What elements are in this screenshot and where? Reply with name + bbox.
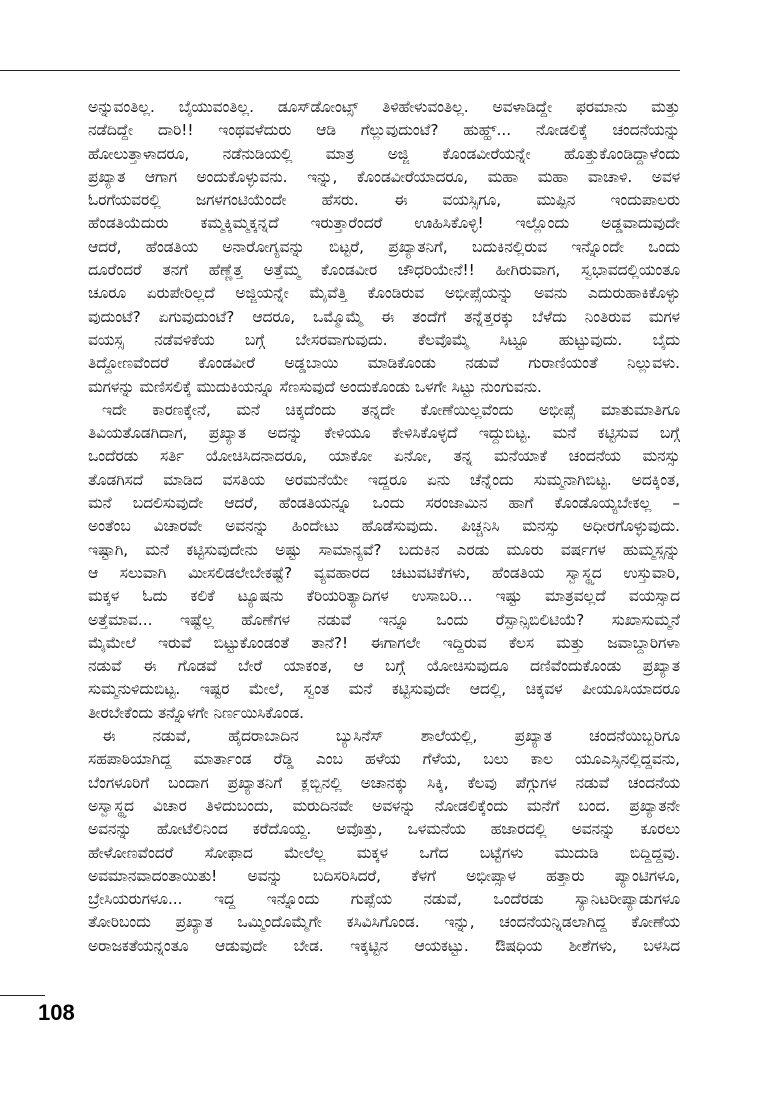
text-line: ಅನ್ನುವಂತಿಲ್ಲ. ಬೈಯುವಂತಿಲ್ಲ. ಡೂಸ್‌ಡೋಂಟ್ಸ್ ತಿಳಿಹೇಳುವಂತಿಲ್ಲ. ಅವಳಾಡಿದ್ದೇ ಫರಮಾನು ಮತ್ತು	[88, 98, 680, 116]
text-line: ಮಗಳನ್ನು ಮಣಿಸಲಿಕ್ಕೆ ಮುದುಕಿಯನ್ನೂ ಸೆಣಸುವುದೆ ಅಂದುಕೊಂಡು ಒಳಗೇ ಸಿಟ್ಟು ನುಂಗುವನು.	[88, 377, 542, 396]
text-line: ಹೆಂಡತಿಯೆದುರು ಕಮ್ಮಕ್ಕಿಮ್ಮಕ್ಕನ್ನದೆ ಇರುತ್ತಾರೆಂದರೆ ಊಹಿಸಿಕೊಳ್ಳಿ! ಇಲ್ಲೊಂದು ಅಡ್ಡವಾದುವುದೇ	[88, 214, 680, 233]
text-line: ಹೋಲುತ್ತಾಳಾದರೂ, ನಡೆನುಡಿಯಲ್ಲಿ ಮಾತ್ರ ಅಜ್ಜಿ ಕೊಂಡವೀರೆಯನ್ನೇ ಹೊತ್ತುಕೊಂಡಿದ್ದಾಳೆಂದು	[88, 144, 680, 163]
text-line: ಆದರೆ, ಹೆಂಡತಿಯ ಅನಾರೋಗ್ಯವನ್ನು ಬಿಟ್ಟರೆ, ಪ್ರಖ್ಯಾತನಿಗೆ, ಬದುಕಿನಲ್ಲಿರುವ ಇನ್ನೊಂದೇ ಒಂದು	[88, 237, 680, 256]
text-line: ಅವನನ್ನು ಹೋಟೆಲಿನಿಂದ ಕರೆದೊಯ್ದ. ಅವೊತ್ತು, ಒಳಮನೆಯ ಹಜಾರದಲ್ಲಿ ಅವನನ್ನು ಕೂರಲು	[88, 820, 680, 839]
page-number: 108	[38, 1000, 75, 1025]
text-line: ಒಂದೆರಡು ಸರ್ತಿ ಯೋಚಿಸಿದನಾದರೂ, ಯಾಕೋ ಏನೋ, ತನ್ನ ಮನೆಯಾಕೆ ಚಂದನೆಯ ಮನಸ್ಸು	[88, 447, 680, 466]
text-line: ಹೇಳೋಣವೆಂದರೆ ಸೋಫಾದ ಮೇಲೆಲ್ಲ ಮಕ್ಕಳ ಒಗೆದ ಬಟ್ಟೆಗಳು ಮುದುಡಿ ಬಿದ್ದಿದ್ದವು.	[88, 843, 680, 862]
text-line: ಆ ಸಲುವಾಗಿ ಮೀಸಲಿಡಲೇಬೇಕಷ್ಟೆ? ವ್ಯವಹಾರದ ಚಟುವಟಿಕೆಗಳು, ಹೆಂಡತಿಯ ಸ್ವಾಸ್ಥ್ಯದ ಉಸ್ತುವಾರಿ,	[88, 563, 680, 582]
text-line: ಓರಗೆಯವರಲ್ಲಿ ಜಗಳಗಂಟಿಯೆಂದೇ ಹೆಸರು. ಈ ವಯಸ್ಸಿಗೂ, ಮುಪ್ಪಿನ ಇಂದುಪಾಲರು	[88, 191, 680, 210]
text-line: ನಡುವೆ ಈ ಗೊಡವೆ ಬೇರೆ ಯಾಕಂತ, ಆ ಬಗ್ಗೆ ಯೋಚಿಸುವುದೂ ದಣಿವೆಂದುಕೊಂಡು ಪ್ರಖ್ಯಾತ	[88, 657, 680, 676]
text-line: ಪ್ರಖ್ಯಾತ ಆಗಾಗ ಅಂದುಕೊಳ್ಳುವನು. ಇನ್ನು, ಕೊಂಡವೀರೆಯಾದರೂ, ಮಹಾ ಮಹಾ ವಾಚಾಳಿ. ಅವಳ	[88, 167, 680, 186]
text-line: ಮಕ್ಕಳ ಓದು ಕಲಿಕೆ ಟ್ಯೂಷನು ಕೆರಿಯರಿತ್ಯಾದಿಗಳ ಉಸಾಬರಿ... ಇಷ್ಟು ಮಾತ್ರವಲ್ಲದೆ ವಯಸ್ಸಾದ	[88, 587, 680, 606]
text-line: ಅಂತೆಂಬ ವಿಚಾರವೇ ಅವನನ್ನು ಹಿಂದೇಟು ಹೊಡೆಸುವುದು. ಪಿಚ್ಚನಿಸಿ ಮನಸ್ಸು ಅಧೀರಗೊಳ್ಳುವುದು.	[88, 517, 680, 536]
text-line: ಬೆಂಗಳೂರಿಗೆ ಬಂದಾಗ ಪ್ರಖ್ಯಾತನಿಗೆ ಕ್ಲಬ್ಬಿನಲ್ಲಿ ಅಚಾನಕ್ಕು ಸಿಕ್ಕಿ, ಕೆಲವು ಪೆಗ್ಗುಗಳ ನಡುವೆ ಚಂದನೆಯ	[88, 773, 680, 792]
paragraph-start-line: ಈ ನಡುವೆ, ಹೈದರಾಬಾದಿನ ಬ್ಯುಸಿನೆಸ್ ಶಾಲೆಯಲ್ಲಿ, ಪ್ರಖ್ಯಾತ ಚಂದನೆಯಿಬ್ಬರಿಗೂ	[102, 727, 680, 746]
text-line: ಬ್ರೇಸಿಯರುಗಳೂ... ಇದ್ದ ಇನ್ನೊಂದು ಗುಪ್ಪೆಯ ನಡುವೆ, ಒಂದೆರಡು ಸ್ಯಾನಿಟರೀಪ್ಯಾಡುಗಳೂ	[88, 890, 680, 909]
text-line: ತೀರಬೇಕೆಂದು ತನ್ನೊಳಗೇ ನಿರ್ಣಯಿಸಿಕೊಂಡ.	[88, 703, 304, 722]
text-line: ಅರಾಜಕತೆಯನ್ನಂತೂ ಆಡುವುದೇ ಬೇಡ. ಇಕ್ಕಟ್ಟಿನ ಆಯಕಟ್ಟು. ಔಷಧಿಯ ಶೀಶೆಗಳು, ಬಳಸಿದ	[88, 936, 680, 955]
text-line: ವುದುಂಟೆ? ಏಗುವುದುಂಟೆ? ಆದರೂ, ಒಮ್ಮೊಮ್ಮೆ ಈ ತಂದೆಗೆ ತನ್ನೆತ್ತರಕ್ಕು ಬೆಳೆದು ನಿಂತಿರುವ ಮಗಳ	[88, 307, 680, 326]
text-line: ಇಷ್ಟಾಗಿ, ಮನೆ ಕಟ್ಟಿಸುವುದೇನು ಅಷ್ಟು ಸಾಮಾನ್ಯವೆ? ಬದುಕಿನ ಎರಡು ಮೂರು ವರ್ಷಗಳ ಹುಮ್ಮಸ್ಸನ್ನು	[88, 540, 680, 559]
text-line: ತೋರಿಬಂದು ಪ್ರಖ್ಯಾತ ಒಮ್ಮಿಂದೊಮ್ಮೆಗೇ ಕಸಿವಿಸಿಗೊಂಡ. ಇನ್ನು, ಚಂದನೆಯನ್ನಿಡಲಾಗಿದ್ದ ಕೋಣೆಯ	[88, 913, 680, 932]
text-line: ತೊಡಗಿಸದೆ ಮಾಡಿದ ವಸತಿಯ ಅರಮನೆಯೇ ಇದ್ದರೂ ಏನು ಚೆನ್ನೆಂದು ಸುಮ್ಮನಾಗಿಬಿಟ್ಟ. ಅದಕ್ಕಿಂತ,	[88, 470, 680, 489]
text-line: ಅಸ್ವಾಸ್ಥ್ಯದ ವಿಚಾರ ತಿಳಿದುಬಂದು, ಮರುದಿನವೇ ಅವಳನ್ನು ನೋಡಲಿಕ್ಕೆಂದು ಮನೆಗೆ ಬಂದ. ಪ್ರಖ್ಯಾತನೇ	[88, 796, 680, 815]
text-line: ವಯಸ್ಸ ನಡೆವಳಿಕೆಯ ಬಗ್ಗೆ ಬೇಸರವಾಗುವುದು. ಕೆಲವೊಮ್ಮೆ ಸಿಟ್ಟೂ ಹುಟ್ಟುವುದು. ಬೈದು	[88, 330, 680, 349]
text-line: ಸುಮ್ಮನುಳಿದುಬಿಟ್ಟ. ಇಷ್ಟರ ಮೇಲೆ, ಸ್ವಂತ ಮನೆ ಕಟ್ಟಿಸುವುದೇ ಆದಲ್ಲಿ, ಚಿಕ್ಕವಳ ಪೀಯೂಸಿಯಾದರೂ	[88, 680, 680, 699]
top-rule	[0, 70, 680, 71]
text-line: ಮೈಮೇಲೆ ಇರುವೆ ಬಿಟ್ಟುಕೊಂಡಂತೆ ತಾನೆ?! ಈಗಾಗಲೇ ಇದ್ದಿರುವ ಕೆಲಸ ಮತ್ತು ಜವಾಬ್ದಾರಿಗಳಾ	[88, 633, 680, 652]
text-line: ಸಹಪಾಠಿಯಾಗಿದ್ದ ಮಾರ್ತಾಂಡ ರೆಡ್ಡಿ ಎಂಬ ಹಳೆಯ ಗೆಳೆಯ, ಬಲು ಕಾಲ ಯೂಎಸ್ಸಿನಲ್ಲಿದ್ದವನು,	[88, 750, 680, 769]
text-line: ಅವಮಾನವಾದಂತಾಯಿತು! ಅವನ್ನು ಬದಿಸರಿಸಿದರೆ, ಕೆಳಗೆ ಅಭೀಪ್ಸಾಳ ಹತ್ತಾರು ಪ್ಯಾಂಟಿಗಳೂ,	[88, 866, 680, 885]
text-line: ಮನೆ ಬದಲಿಸುವುದೇ ಆದರೆ, ಹೆಂಡತಿಯನ್ನೂ ಒಂದು ಸರಂಜಾಮಿನ ಹಾಗೆ ಕೊಂಡೊಯ್ಯಬೇಕಲ್ಲ –	[88, 494, 680, 513]
text-line: ಚೂರೂ ಏರುಪೇರಿಲ್ಲದೆ ಅಜ್ಜಿಯನ್ನೇ ಮೈವೆತ್ತಿ ಕೊಂಡಿರುವ ಅಭೀಪ್ಸೆಯನ್ನು ಅವನು ಎದುರುಹಾಕಿಕೊಳ್ಳು	[88, 284, 680, 303]
text-line: ನಡೆದಿದ್ದೇ ದಾರಿ!! ಇಂಥವಳೆದುರು ಆಡಿ ಗೆಲ್ಲುವುದುಂಟೆ? ಹುಹ್ಹ್... ನೋಡಲಿಕ್ಕೆ ಚಂದನೆಯನ್ನು	[88, 121, 680, 140]
body-text	[88, 96, 680, 958]
text-line: ಅತ್ತೆಮಾವ... ಇಷ್ಟೆಲ್ಲ ಹೊಣೆಗಳ ನಡುವೆ ಇನ್ನೂ ಒಂದು ರೆಸ್ಪಾನ್ಸಿಬಿಲಿಟಿಯೆ? ಸುಖಾಸುಮ್ಮನೆ	[88, 610, 680, 629]
text-line: ದೂರೆಂದರೆ ತನಗೆ ಹೆಣ್ಣೆತ್ತ ಅತ್ತೆಮ್ಮ ಕೊಂಡವೀರ ಚೌಧರಿಯೇನೆ!! ಹೀಗಿರುವಾಗ, ಸ್ವಭಾವದಲ್ಲಿಯಂತೂ	[88, 261, 680, 280]
paragraph-start-line: ಇದೇ ಕಾರಣಕ್ಕೇನೆ, ಮನೆ ಚಿಕ್ಕದೆಂದು ತನ್ನದೇ ಕೋಣೆಯಿಲ್ಲವೆಂದು ಅಭೀಪ್ಸೆ ಮಾತುಮಾತಿಗೂ	[102, 400, 680, 419]
text-line: ತಿವಿಯತೊಡಗಿದಾಗ, ಪ್ರಖ್ಯಾತ ಅದನ್ನು ಕೇಳಿಯೂ ಕೇಳಿಸಿಕೊಳ್ಳದೆ ಇದ್ದುಬಿಟ್ಟ. ಮನೆ ಕಟ್ಟಿಸುವ ಬಗ್ಗೆ	[88, 424, 680, 443]
footer-rule	[0, 995, 45, 996]
text-line: ತಿದ್ದೋಣವೆಂದರೆ ಕೊಂಡವೀರೆ ಅಡ್ಡಬಾಯಿ ಮಾಡಿಕೊಂಡು ನಡುವೆ ಗುರಾಣಿಯಂತೆ ನಿಲ್ಲುವಳು.	[88, 354, 680, 373]
